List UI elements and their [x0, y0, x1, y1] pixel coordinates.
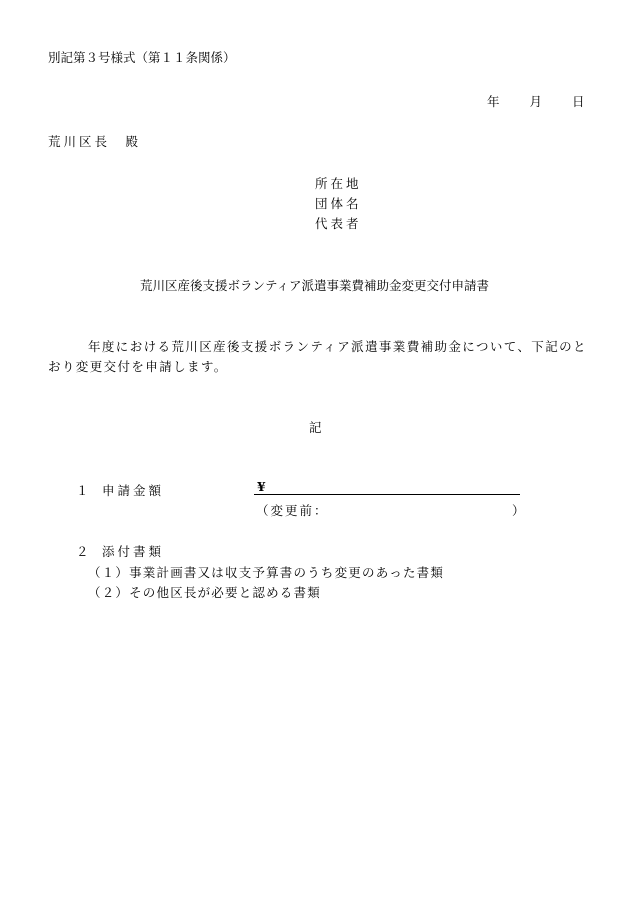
representative-label: 代表者: [315, 216, 362, 231]
yen-symbol: ¥: [257, 479, 266, 494]
month-label: 月: [529, 94, 543, 109]
year-label: 年: [487, 94, 500, 109]
addressee: 荒川区長 殿: [48, 134, 142, 149]
item-2-number: ２: [76, 544, 89, 559]
amount-before-close: ）: [512, 503, 525, 518]
item-1-label: 申請金額: [102, 483, 165, 498]
body-text-line-2: おり変更交付を申請します。: [48, 359, 228, 374]
date-line: [487, 92, 585, 110]
ki-heading: 記: [309, 420, 322, 435]
item-1-number: １: [76, 483, 89, 498]
attachment-item-2: （２）その他区長が必要と認める書類: [88, 585, 321, 600]
address-label: 所在地: [315, 176, 362, 191]
day-label: 日: [572, 94, 585, 109]
item-2-label: 添付書類: [102, 544, 165, 559]
amount-underline: [254, 494, 520, 495]
document-title: 荒川区産後支援ボランティア派遣事業費補助金変更交付申請書: [140, 278, 490, 293]
attachment-item-1: （１）事業計画書又は収支予算書のうち変更のあった書類: [88, 565, 445, 580]
form-reference: 別記第３号様式（第１１条関係）: [48, 50, 236, 65]
organization-name-label: 団体名: [315, 196, 362, 211]
amount-before-open: （変更前：: [256, 503, 329, 518]
body-text-line-1: 年度における荒川区産後支援ボランティア派遣事業費補助金について、下記のと: [88, 339, 587, 354]
